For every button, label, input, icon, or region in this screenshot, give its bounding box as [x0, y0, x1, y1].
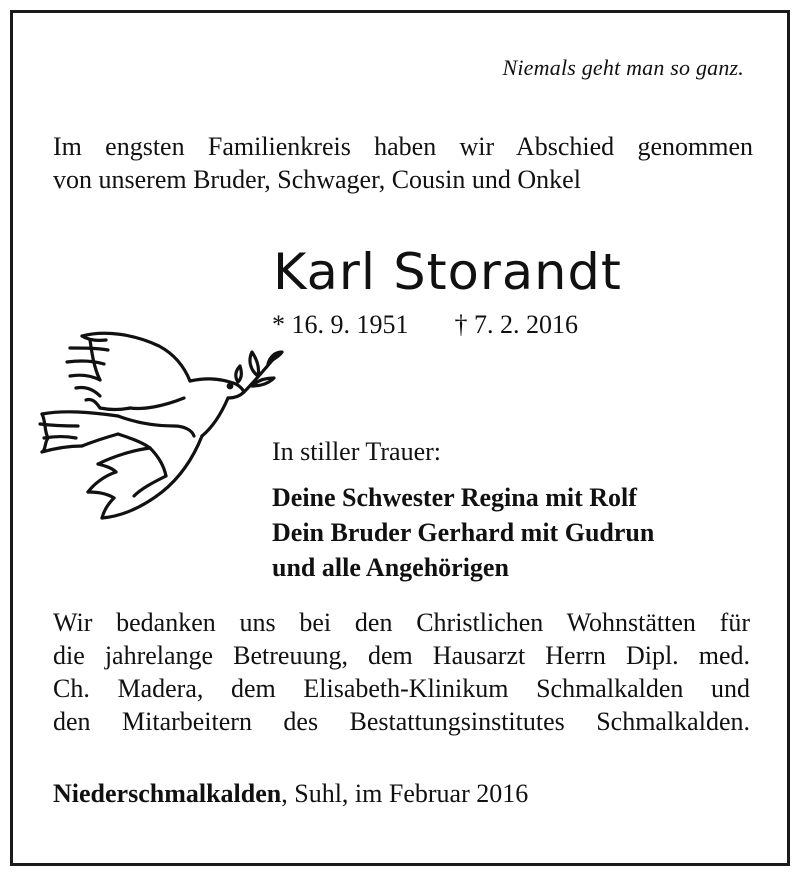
- thanks-line: die jahrelange Betreuung, dem Hausarzt Herrn Dipl. med.: [53, 641, 750, 670]
- intro-text: [53, 130, 753, 196]
- birth-date: * 16. 9. 1951: [272, 310, 409, 339]
- thanks-line: Wir bedanken uns bei den Christlichen Wohnstätten für: [53, 608, 750, 637]
- deceased-name: Karl Storandt: [273, 243, 622, 301]
- mourner-line: Deine Schwester Regina mit Rolf: [272, 483, 637, 512]
- motto: Niemals geht man so ganz.: [502, 55, 744, 80]
- thanks-line: den Mitarbeitern des Bestattungsinstitutes Schmalkalden.: [53, 707, 750, 736]
- thanks-paragraph: [53, 606, 750, 738]
- dove-with-olive-branch-icon: [34, 326, 284, 526]
- intro-line-2: von unserem Bruder, Schwager, Cousin und Onkel: [53, 165, 581, 194]
- mourner-line: und alle Angehörigen: [272, 553, 509, 582]
- place-name: Niederschmalkalden: [53, 779, 282, 808]
- mourner-line: Dein Bruder Gerhard mit Gudrun: [272, 518, 655, 547]
- place-rest: , Suhl, im Februar 2016: [281, 779, 529, 808]
- life-dates: [272, 310, 578, 340]
- intro-line-1: Im engsten Familienkreis haben wir Abschied genommen: [53, 132, 753, 161]
- thanks-line: Ch. Madera, dem Elisabeth-Klinikum Schmalkalden und: [53, 674, 750, 703]
- mourning-label: In stiller Trauer:: [272, 437, 441, 466]
- death-date: † 7. 2. 2016: [454, 310, 578, 339]
- mourners-list: [272, 480, 654, 585]
- place-and-date: [53, 779, 528, 809]
